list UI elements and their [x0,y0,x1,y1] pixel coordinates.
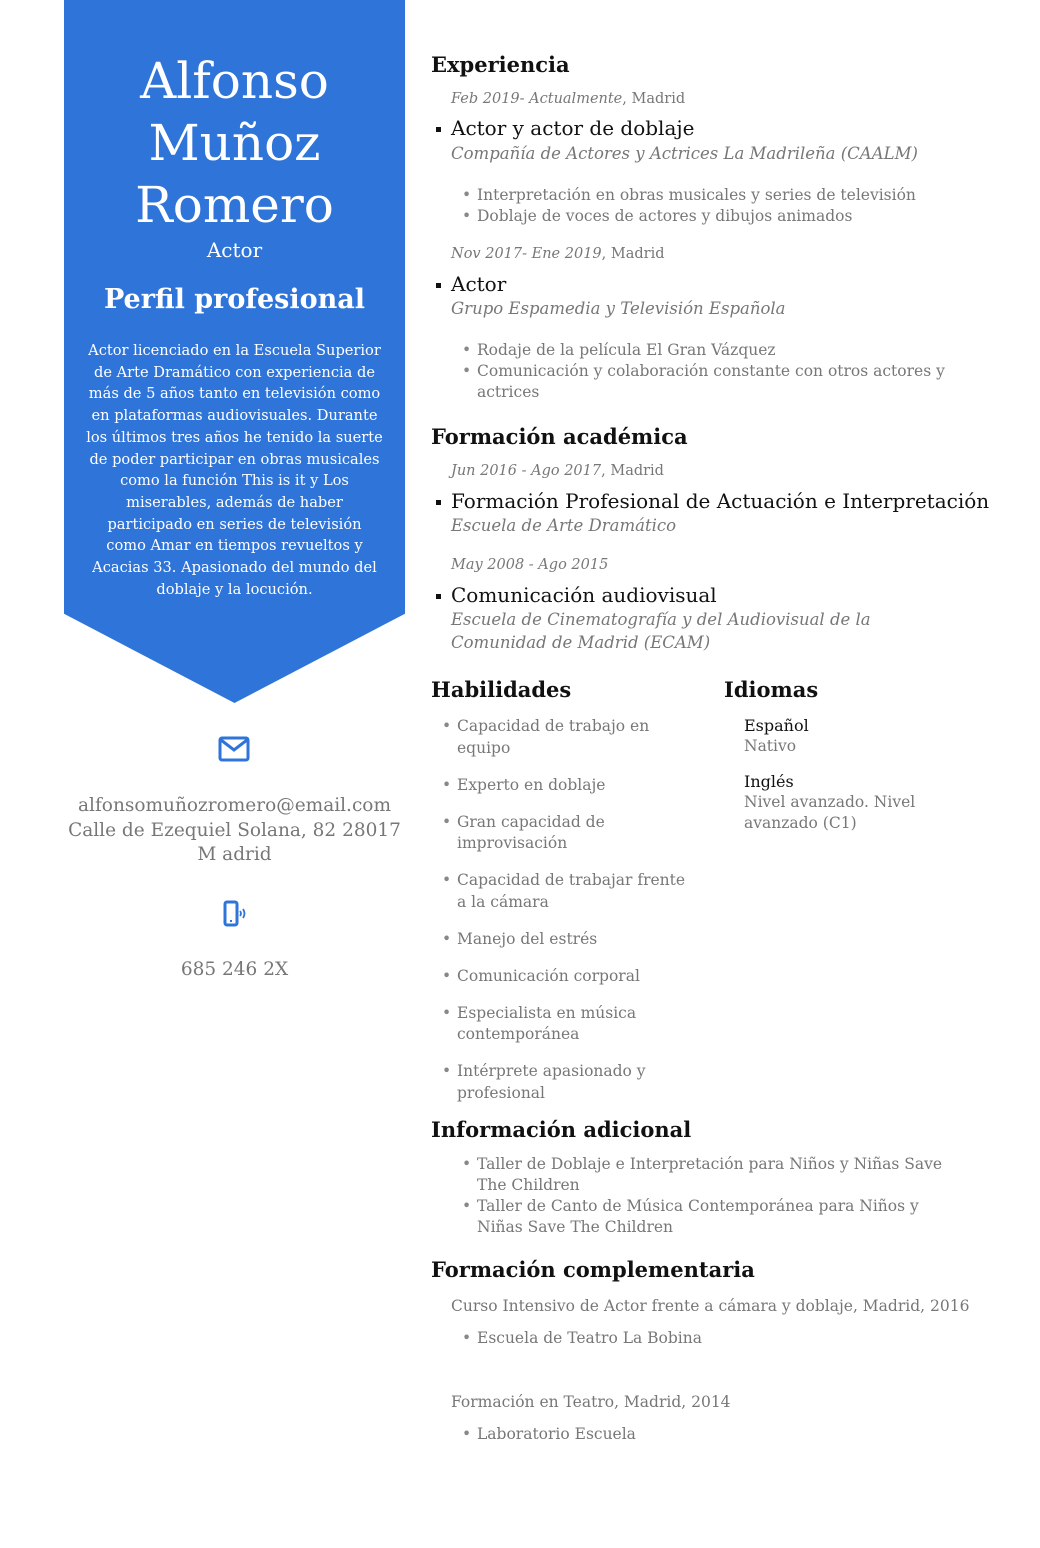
list-item: • Intérprete apasionado y profesional [442,1061,692,1104]
experience-2-position: Actor [451,272,507,296]
education-1-date: Jun 2016 - Ago 2017, Madrid [451,463,664,479]
list-item: • Taller de Canto de Música Contemporánea para Niños y Niñas Save The Children [462,1196,962,1238]
full-name [64,50,405,236]
name-line-1: Alfonso [140,52,329,110]
additional-list [462,1154,962,1238]
list-item: • Especialista en música contemporánea [442,1003,692,1046]
list-item: • Escuela de Teatro La Bobina [462,1328,952,1349]
list-item: • Taller de Doblaje e Interpretación para Niños y Niñas Save The Children [462,1154,962,1196]
language-2-name: Inglés [744,772,794,791]
experience-title: Experiencia [431,52,570,77]
experience-1-tasks [462,185,952,227]
course-1-list [462,1328,952,1349]
experience-1-date: Feb 2019- Actualmente, Madrid [451,91,686,107]
course-2: Formación en Teatro, Madrid, 2014 [451,1393,731,1411]
postal-address: Calle de Ezequiel Solana, 82 28017 M adrid [68,820,401,865]
education-2-school: Escuela de Cinematografía y del Audiovisual de la Comunidad de Madrid (ECAM) [451,610,871,652]
list-item: • Comunicación y colaboración constante con otros actores y actrices [462,361,952,403]
email-address: alfonsomuñozromero@email.com [78,795,391,816]
languages-title: Idiomas [724,677,819,702]
additional-title: Información adicional [431,1117,692,1142]
course-1: Curso Intensivo de Actor frente a cámara y doblaje, Madrid, 2016 [451,1297,970,1315]
profile-section-title: Perfil profesional [103,284,366,315]
language-1-level: Nativo [744,737,797,755]
name-line-3: Romero [135,176,334,234]
education-1-degree: Formación Profesional de Actuación e Interpretación [451,489,990,513]
list-item: • Gran capacidad de improvisación [442,812,692,855]
education-2-degree: Comunicación audiovisual [451,583,717,607]
list-item: • Manejo del estrés [442,929,692,951]
list-item: • Doblaje de voces de actores y dibujos animados [462,206,952,227]
list-item: • Rodaje de la película El Gran Vázquez [462,340,952,361]
experience-2-date: Nov 2017- Ene 2019, Madrid [451,246,665,262]
education-1-school: Escuela de Arte Dramático [451,516,677,535]
envelope-icon [218,736,250,762]
language-2-level: Nivel avanzado. Nivel avanzado (C1) [744,793,916,832]
course-2-list [462,1424,952,1445]
list-item: • Capacidad de trabajar frente a la cámara [442,870,692,913]
list-item: • Experto en doblaje [442,775,692,797]
list-item: • Interpretación en obras musicales y series de televisión [462,185,952,206]
education-2-date: May 2008 - Ago 2015 [451,557,609,573]
list-item: • Comunicación corporal [442,966,692,988]
mobile-phone-icon [222,900,250,928]
phone-number: 685 246 2X [180,959,289,980]
language-1-name: Español [744,716,809,735]
experience-2-tasks [462,340,952,403]
profile-summary: Actor licenciado en la Escuela Superior de Arte Dramático con experiencia de más de 5 años tanto en televisión como en plataformas audiovisuales. Durante los últimos tres años he tenido la suerte de poder participar en obras musicales como la función This is it y Los miserables, además de haber participado en series de televisión como Amar en tiempos revueltos y Acacias 33. Apasionado del mundo del doblaje y la locución. [86,342,383,598]
experience-2-company: Grupo Espamedia y Televisión Española [451,299,786,318]
list-item: • Capacidad de trabajo en equipo [442,716,692,759]
experience-1-company: Compañía de Actores y Actrices La Madrileña (CAALM) [451,144,918,163]
list-item: • Laboratorio Escuela [462,1424,952,1445]
experience-1-position: Actor y actor de doblaje [451,116,695,140]
skills-title: Habilidades [431,677,572,702]
complementary-title: Formación complementaria [431,1257,755,1282]
name-line-2: Muñoz [148,114,321,172]
skills-list [442,716,692,1120]
job-role: Actor [206,238,263,262]
education-title: Formación académica [431,424,688,449]
